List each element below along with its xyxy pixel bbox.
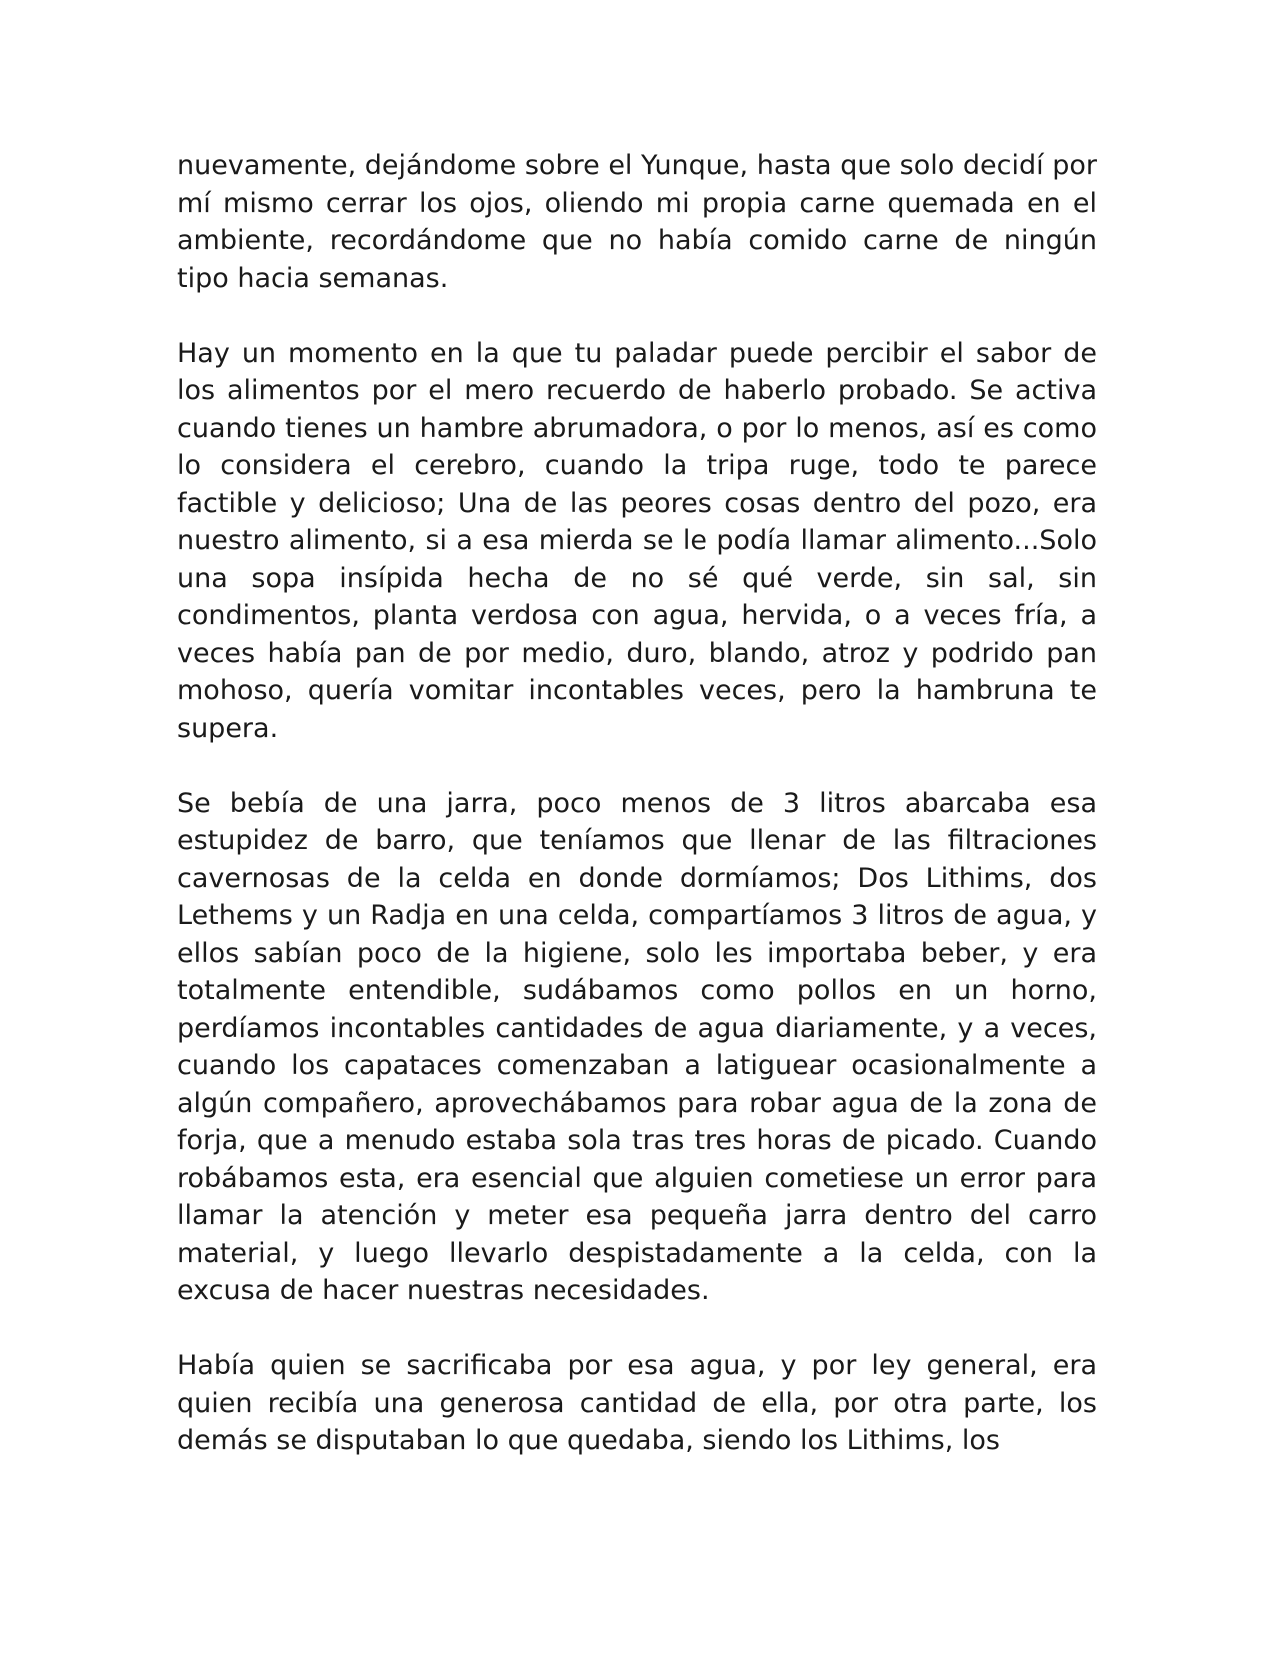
paragraph: Había quien se sacrificaba por esa agua, y por ley general, era quien recibía una generosa cantidad de ella, por otra parte, los demás se disputaban lo que quedaba, siendo los Lithims, los	[177, 1350, 1097, 1456]
paragraph: Hay un momento en la que tu paladar puede percibir el sabor de los alimentos por el mero recuerdo de haberlo probado. Se activa cuando tienes un hambre abrumadora, o por lo menos, así es como lo considera el cerebro, cuando la tripa ruge, todo te parece factible y delicioso; Una de las peores cosas dentro del pozo, era nuestro alimento, si a esa mierda se le podía llamar alimento...Solo una sopa insípida hecha de no sé qué verde, sin sal, sin condimentos, planta verdosa con agua, hervida, o a veces fría, a veces había pan de por medio, duro, blando, atroz y podrido pan mohoso, quería vomitar incontables veces, pero la hambruna te supera.	[177, 337, 1097, 744]
document-body	[177, 147, 1097, 1460]
paragraph: Se bebía de una jarra, poco menos de 3 litros abarcaba esa estupidez de barro, que teníamos que llenar de las filtraciones cavernosas de la celda en donde dormíamos; Dos Lithims, dos Lethems y un Radja en una celda, compartíamos 3 litros de agua, y ellos sabían poco de la higiene, solo les importaba beber, y era totalmente entendible, sudábamos como pollos en un horno, perdíamos incontables cantidades de agua diariamente, y a veces, cuando los capataces comenzaban a latiguear ocasionalmente a algún compañero, aprovechábamos para robar agua de la zona de forja, que a menudo estaba sola tras tres horas de picado. Cuando robábamos esta, era esencial que alguien cometiese un error para llamar la atención y meter esa pequeña jarra dentro del carro material, y luego llevarlo despistadamente a la celda, con la excusa de hacer nuestras necesidades.	[177, 787, 1097, 1306]
paragraph: nuevamente, dejándome sobre el Yunque, hasta que solo decidí por mí mismo cerrar los ojos, oliendo mi propia carne quemada en el ambiente, recordándome que no había comido carne de ningún tipo hacia semanas.	[177, 150, 1097, 294]
